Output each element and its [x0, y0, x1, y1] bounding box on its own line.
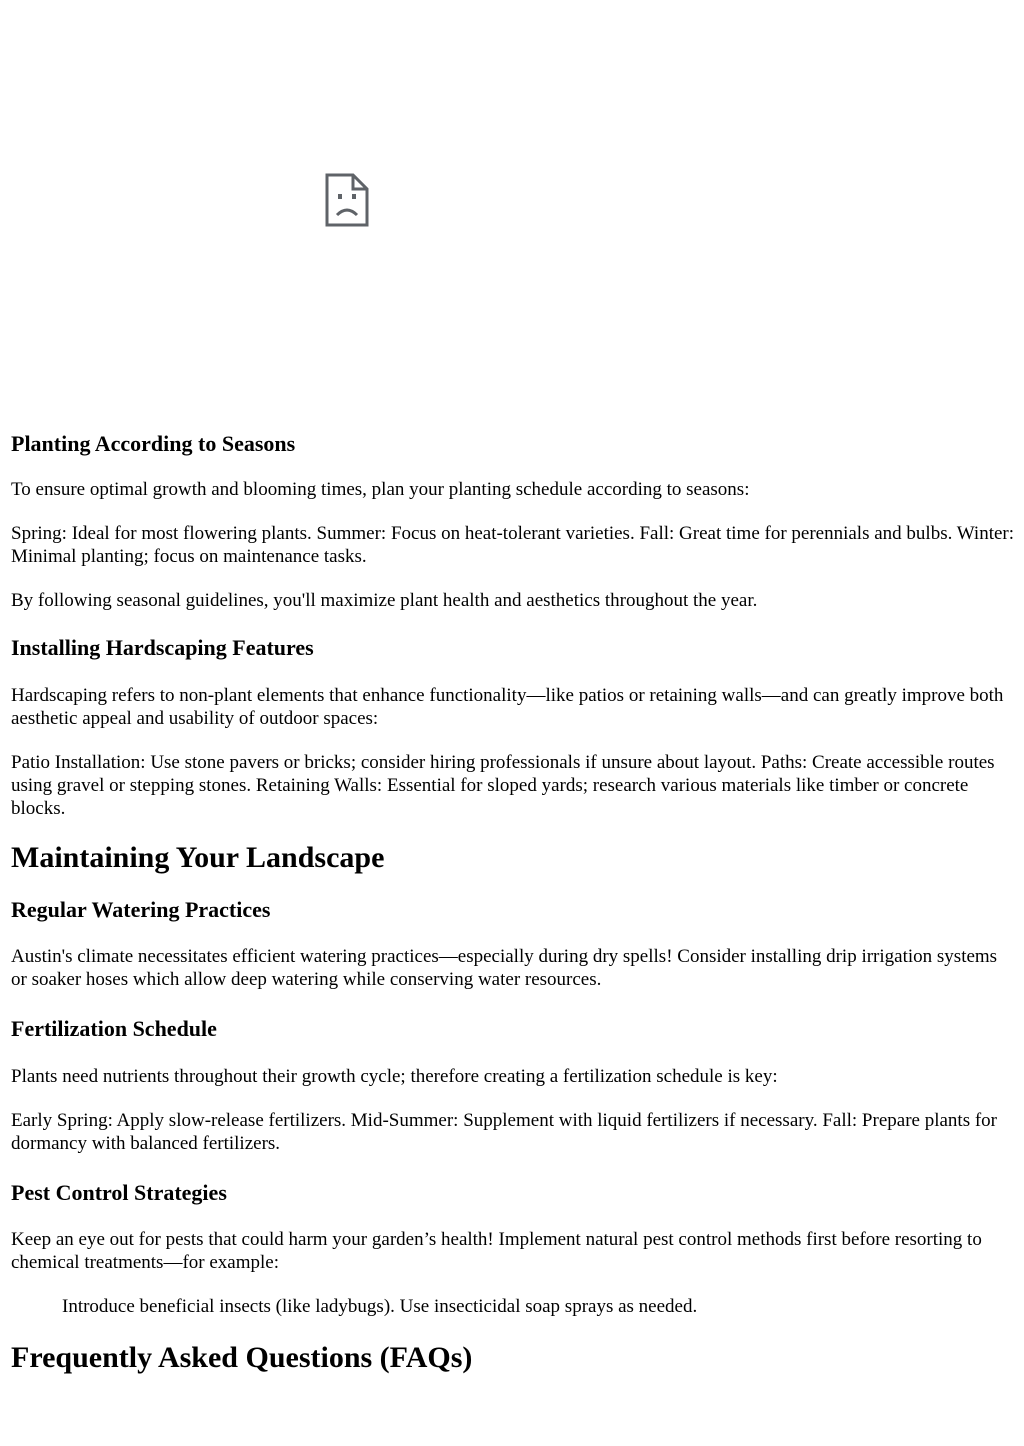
pest-intro: Keep an eye out for pests that could harm your garden’s health! Implement natural pest control methods first before resorting to chemical treatments—for example: — [11, 1229, 982, 1273]
hardscaping-list: Patio Installation: Use stone pavers or bricks; consider hiring professionals if unsure about layout. Paths: Create accessible routes using gravel or stepping stones. Retaining Walls: Essential for sloped yards; research various materials like timber or concrete blocks. — [11, 752, 995, 819]
heading-faqs: Frequently Asked Questions (FAQs) — [11, 1341, 473, 1374]
broken-image-icon — [324, 172, 370, 228]
fertilization-intro: Plants need nutrients throughout their growth cycle; therefore creating a fertilization schedule is key: — [11, 1066, 778, 1087]
pest-list: Introduce beneficial insects (like ladybugs). Use insecticidal soap sprays as needed. — [62, 1296, 698, 1317]
planting-season-list: Spring: Ideal for most flowering plants. Summer: Focus on heat-tolerant varieties. Fall: Great time for perennials and bulbs. Winter: Minimal planting; focus on maintenance tasks. — [11, 523, 1015, 567]
article-content — [11, 430, 1015, 1376]
heading-planting-seasons: Planting According to Seasons — [11, 431, 296, 456]
planting-outro: By following seasonal guidelines, you'll maximize plant health and aesthetics throughout the year. — [11, 590, 758, 611]
heading-pest-control: Pest Control Strategies — [11, 1180, 227, 1205]
fertilization-list: Early Spring: Apply slow-release fertilizers. Mid-Summer: Supplement with liquid fertilizers if necessary. Fall: Prepare plants for dormancy with balanced fertilizers. — [11, 1110, 997, 1154]
watering-text: Austin's climate necessitates efficient watering practices—especially during dry spells! Consider installing drip irrigation systems or soaker hoses which allow deep watering while conserving water resources. — [11, 946, 998, 990]
planting-intro: To ensure optimal growth and blooming times, plan your planting schedule according to seasons: — [11, 479, 750, 500]
heading-fertilization: Fertilization Schedule — [11, 1016, 217, 1041]
heading-maintaining-landscape: Maintaining Your Landscape — [11, 841, 385, 874]
heading-watering: Regular Watering Practices — [11, 897, 271, 922]
heading-hardscaping: Installing Hardscaping Features — [11, 635, 314, 660]
hardscaping-intro: Hardscaping refers to non-plant elements that enhance functionality—like patios or retaining walls—and can greatly improve both aesthetic appeal and usability of outdoor spaces: — [11, 685, 1004, 729]
